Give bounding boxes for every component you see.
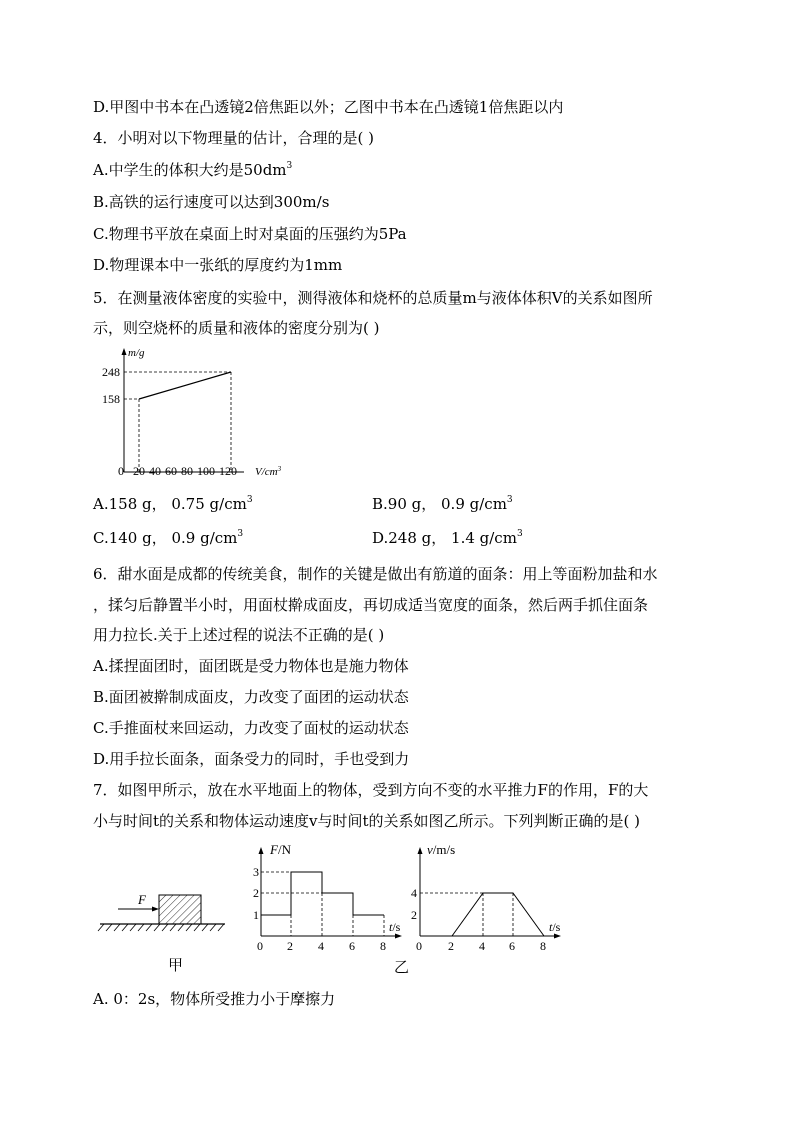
- f-ytick-1: 1: [253, 908, 259, 922]
- f-xtick-8: 8: [380, 939, 386, 952]
- q6-stem-line2: ，揉匀后静置半小时，用面杖擀成面皮，再切成适当宽度的面条，然后两手抓住面条: [93, 596, 649, 614]
- q4-option-a: A.中学生的体积大约是$50dm^3$: [93, 161, 293, 179]
- q6-stem-line1: 6．甜水面是成都的传统美食，制作的关键是做出有筋道的面条：用上等面粉加盐和水: [93, 565, 658, 583]
- q5-xtick-40: 40: [149, 464, 161, 478]
- q5-ytick-248: 248: [102, 365, 120, 379]
- f-x-arrow: [395, 934, 402, 939]
- q5-xtick-100: 100: [197, 464, 215, 478]
- v-y-label: v/m/s: [427, 842, 456, 857]
- q5-option-a: A.158 g， 0.75 $g/cm^3$: [93, 495, 253, 513]
- f-xtick-4: 4: [318, 939, 324, 952]
- q5-option-d: D.248 g， 1.4 $g/cm^3$: [372, 529, 523, 547]
- f-y-label: F/N: [270, 842, 291, 857]
- q4-option-b: B.高铁的运行速度可以达到300m/s: [93, 193, 330, 211]
- q5-stem-line1: 5．在测量液体密度的实验中，测得液体和烧杯的总质量m与液体体积V的关系如图所: [93, 289, 653, 307]
- f-y-arrow: [259, 847, 264, 854]
- q5-y-axis-label: m/g: [128, 347, 145, 359]
- q3-option-d: D.甲图中书本在凸透镜2倍焦距以外；乙图中书本在凸透镜1倍焦距以内: [93, 98, 564, 116]
- q5-stem-line2: 示，则空烧杯的质量和液体的密度分别为( ): [93, 319, 380, 337]
- q7-block: [159, 895, 201, 924]
- q7-stem-line1: 7．如图甲所示，放在水平地面上的物体，受到方向不变的水平推力F的作用，F的大: [93, 781, 649, 799]
- q7-label-jia: 甲: [168, 956, 184, 974]
- v-xtick-4: 4: [479, 939, 485, 952]
- q5-ytick-158: 158: [102, 392, 120, 406]
- f-ytick-2: 2: [253, 886, 259, 900]
- v-xtick-2: 2: [448, 939, 454, 952]
- q5-mass-volume-graph: [100, 340, 300, 480]
- q7-block-diagram: [95, 885, 230, 935]
- q7-ground-hatch: [98, 924, 224, 931]
- q5-y-arrow: [122, 348, 127, 355]
- q7-force-label: F: [138, 892, 146, 907]
- q4-option-d: D.物理课本中一张纸的厚度约为1mm: [93, 256, 343, 274]
- v-origin: 0: [416, 939, 422, 952]
- q6-option-d: D.用手拉长面条，面条受力的同时，手也受到力: [93, 750, 410, 768]
- q6-option-c: C.手推面杖来回运动，力改变了面杖的运动状态: [93, 719, 409, 737]
- q5-origin: 0: [118, 464, 124, 478]
- q5-option-c: C.140 g， 0.9 $g/cm^3$: [93, 529, 244, 547]
- f-x-label: t/s: [389, 920, 401, 934]
- q7-velocity-time-graph: [405, 840, 575, 952]
- v-xtick-8: 8: [540, 939, 546, 952]
- v-line: [452, 893, 544, 936]
- f-origin: 0: [257, 939, 263, 952]
- q4-stem: 4．小明对以下物理量的估计，合理的是( ): [93, 129, 375, 147]
- q5-xtick-120: 120: [219, 464, 237, 478]
- q6-option-b: B.面团被擀制成面皮，力改变了面团的运动状态: [93, 688, 409, 706]
- q7-label-yi: 乙: [394, 958, 410, 976]
- v-y-arrow: [418, 847, 423, 854]
- q5-data-line: [139, 372, 231, 399]
- f-xtick-6: 6: [349, 939, 355, 952]
- v-ytick-4: 4: [411, 886, 417, 900]
- q4-option-c: C.物理书平放在桌面上时对桌面的压强约为5Pa: [93, 225, 407, 243]
- q5-xtick-20: 20: [133, 464, 145, 478]
- q6-option-a: A.揉捏面团时，面团既是受力物体也是施力物体: [93, 657, 409, 675]
- q7-force-arrowhead: [152, 907, 159, 912]
- q7-stem-line2: 小与时间t的关系和物体运动速度v与时间t的关系如图乙所示。下列判断正确的是( ): [93, 812, 641, 830]
- v-x-label: t/s: [549, 920, 561, 934]
- q7-option-a: A. 0：2s，物体所受推力小于摩擦力: [93, 990, 336, 1008]
- q5-xtick-60: 60: [165, 464, 177, 478]
- v-ytick-2: 2: [411, 908, 417, 922]
- v-xtick-6: 6: [509, 939, 515, 952]
- q5-xtick-80: 80: [181, 464, 193, 478]
- q5-option-b: B.90 g， 0.9 $g/cm^3$: [372, 495, 513, 513]
- q6-stem-line3: 用力拉长.关于上述过程的说法不正确的是( ): [93, 626, 385, 644]
- v-x-arrow: [554, 934, 561, 939]
- q5-x-axis-label: $V/cm^3$: [255, 465, 282, 478]
- f-ytick-3: 3: [253, 865, 259, 879]
- f-step-line: [261, 872, 384, 915]
- f-xtick-2: 2: [287, 939, 293, 952]
- q7-force-time-graph: [250, 840, 410, 952]
